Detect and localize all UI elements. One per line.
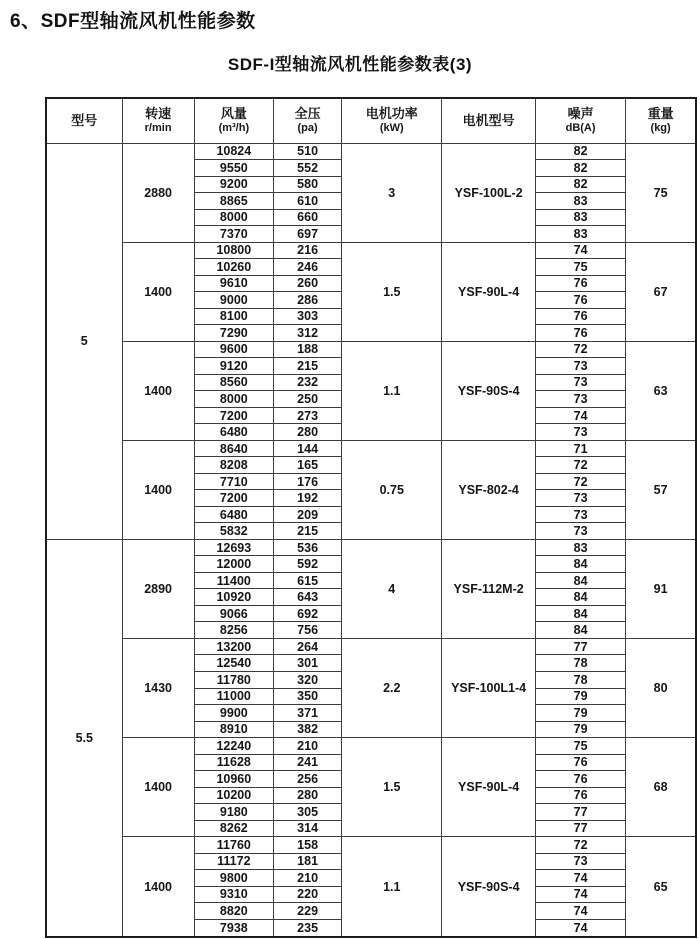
weight-cell: 63: [626, 341, 696, 440]
flow-cell: 8100: [194, 308, 273, 325]
pressure-cell: 215: [273, 523, 341, 540]
flow-cell: 9180: [194, 804, 273, 821]
flow-cell: 6480: [194, 424, 273, 441]
header-airflow: [194, 98, 273, 143]
noise-cell: 74: [535, 870, 625, 887]
flow-cell: 8820: [194, 903, 273, 920]
pressure-cell: 697: [273, 226, 341, 243]
flow-cell: 9120: [194, 358, 273, 375]
weight-cell: 80: [626, 638, 696, 737]
noise-cell: 83: [535, 193, 625, 210]
flow-cell: 8910: [194, 721, 273, 738]
noise-cell: 79: [535, 721, 625, 738]
pressure-cell: 280: [273, 787, 341, 804]
weight-cell: 67: [626, 242, 696, 341]
speed-cell: 1400: [122, 440, 194, 539]
pressure-cell: 580: [273, 176, 341, 193]
flow-cell: 11760: [194, 837, 273, 854]
pressure-cell: 220: [273, 886, 341, 903]
flow-cell: 9600: [194, 341, 273, 358]
noise-cell: 83: [535, 539, 625, 556]
flow-cell: 12000: [194, 556, 273, 573]
noise-cell: 83: [535, 226, 625, 243]
pressure-cell: 303: [273, 308, 341, 325]
header-weight: [626, 98, 696, 143]
flow-cell: 7200: [194, 407, 273, 424]
flow-cell: 7938: [194, 919, 273, 937]
pressure-cell: 215: [273, 358, 341, 375]
noise-cell: 73: [535, 523, 625, 540]
noise-cell: 77: [535, 804, 625, 821]
pressure-cell: 188: [273, 341, 341, 358]
pressure-cell: 280: [273, 424, 341, 441]
header-model-label: 型号: [71, 112, 98, 128]
weight-cell: 75: [626, 143, 696, 242]
noise-cell: 71: [535, 440, 625, 457]
flow-cell: 10800: [194, 242, 273, 259]
motor-cell: YSF-100L-2: [442, 143, 536, 242]
speed-cell: 2890: [122, 539, 194, 638]
noise-cell: 73: [535, 424, 625, 441]
power-cell: 1.1: [342, 341, 442, 440]
flow-cell: 13200: [194, 638, 273, 655]
noise-cell: 74: [535, 903, 625, 920]
header-pressure: [273, 98, 341, 143]
page-title: 6、SDF型轴流风机性能参数: [10, 11, 256, 32]
noise-cell: 82: [535, 143, 625, 160]
speed-cell: 1400: [122, 738, 194, 837]
header-row: [46, 98, 696, 143]
flow-cell: 6480: [194, 506, 273, 523]
flow-cell: 10920: [194, 589, 273, 606]
pressure-cell: 165: [273, 457, 341, 474]
pressure-cell: 286: [273, 292, 341, 309]
pressure-cell: 643: [273, 589, 341, 606]
flow-cell: 8208: [194, 457, 273, 474]
flow-cell: 10200: [194, 787, 273, 804]
pressure-cell: 210: [273, 738, 341, 755]
noise-cell: 83: [535, 209, 625, 226]
noise-cell: 79: [535, 705, 625, 722]
flow-cell: 5832: [194, 523, 273, 540]
flow-cell: 9000: [194, 292, 273, 309]
noise-cell: 73: [535, 391, 625, 408]
table-row: [46, 837, 696, 854]
pressure-cell: 592: [273, 556, 341, 573]
flow-cell: 8000: [194, 209, 273, 226]
noise-cell: 76: [535, 754, 625, 771]
pressure-cell: 320: [273, 672, 341, 689]
table-title: SDF-I型轴流风机性能参数表(3): [227, 55, 473, 74]
pressure-cell: 216: [273, 242, 341, 259]
noise-cell: 75: [535, 738, 625, 755]
flow-cell: 11172: [194, 853, 273, 870]
pressure-cell: 371: [273, 705, 341, 722]
pressure-cell: 615: [273, 572, 341, 589]
speed-cell: 1400: [122, 242, 194, 341]
flow-cell: 10824: [194, 143, 273, 160]
noise-cell: 74: [535, 242, 625, 259]
flow-cell: 9200: [194, 176, 273, 193]
flow-cell: 8262: [194, 820, 273, 837]
header-speed-unit: r/min: [144, 122, 172, 134]
header-noise: [535, 98, 625, 143]
table-row: [46, 341, 696, 358]
noise-cell: 73: [535, 490, 625, 507]
flow-cell: 8865: [194, 193, 273, 210]
noise-cell: 73: [535, 506, 625, 523]
noise-cell: 76: [535, 308, 625, 325]
header-speed: [122, 98, 194, 143]
pressure-cell: 250: [273, 391, 341, 408]
pressure-cell: 246: [273, 259, 341, 276]
pressure-cell: 176: [273, 473, 341, 490]
noise-cell: 72: [535, 837, 625, 854]
header-pressure-label: 全压: [294, 105, 321, 121]
flow-cell: 7290: [194, 325, 273, 342]
pressure-cell: 144: [273, 440, 341, 457]
header-model: [46, 98, 122, 143]
motor-cell: YSF-90L-4: [442, 242, 536, 341]
power-cell: 3: [342, 143, 442, 242]
pressure-cell: 192: [273, 490, 341, 507]
motor-cell: YSF-802-4: [442, 440, 536, 539]
pressure-cell: 181: [273, 853, 341, 870]
noise-cell: 78: [535, 672, 625, 689]
header-pressure-unit: (pa): [297, 122, 318, 134]
flow-cell: 8560: [194, 374, 273, 391]
header-motor-power: [342, 98, 442, 143]
power-cell: 2.2: [342, 638, 442, 737]
flow-cell: 7370: [194, 226, 273, 243]
noise-cell: 75: [535, 259, 625, 276]
power-cell: 1.5: [342, 738, 442, 837]
pressure-cell: 610: [273, 193, 341, 210]
pressure-cell: 260: [273, 275, 341, 292]
fan-performance-table: [45, 97, 697, 938]
flow-cell: 12240: [194, 738, 273, 755]
table-row: [46, 143, 696, 160]
noise-cell: 76: [535, 325, 625, 342]
flow-cell: 8256: [194, 622, 273, 639]
flow-cell: 11780: [194, 672, 273, 689]
table-row: [46, 738, 696, 755]
noise-cell: 73: [535, 358, 625, 375]
noise-cell: 74: [535, 886, 625, 903]
model-cell: 5: [46, 143, 122, 539]
noise-cell: 72: [535, 473, 625, 490]
noise-cell: 76: [535, 292, 625, 309]
pressure-cell: 552: [273, 160, 341, 177]
flow-cell: 8000: [194, 391, 273, 408]
noise-cell: 76: [535, 787, 625, 804]
header-noise-unit: dB(A): [565, 122, 596, 134]
table-row: [46, 242, 696, 259]
pressure-cell: 209: [273, 506, 341, 523]
noise-cell: 76: [535, 275, 625, 292]
pressure-cell: 241: [273, 754, 341, 771]
flow-cell: 11400: [194, 572, 273, 589]
header-weight-unit: (kg): [650, 122, 671, 134]
noise-cell: 73: [535, 374, 625, 391]
noise-cell: 74: [535, 407, 625, 424]
header-airflow-label: 风量: [220, 105, 247, 121]
flow-cell: 10260: [194, 259, 273, 276]
weight-cell: 65: [626, 837, 696, 937]
pressure-cell: 235: [273, 919, 341, 937]
noise-cell: 82: [535, 176, 625, 193]
motor-cell: YSF-100L1-4: [442, 638, 536, 737]
flow-cell: 11000: [194, 688, 273, 705]
header-motor-power-unit: (kW): [379, 122, 404, 134]
speed-cell: 1400: [122, 341, 194, 440]
table-row: [46, 638, 696, 655]
pressure-cell: 536: [273, 539, 341, 556]
weight-cell: 91: [626, 539, 696, 638]
flow-cell: 9900: [194, 705, 273, 722]
noise-cell: 84: [535, 556, 625, 573]
flow-cell: 9800: [194, 870, 273, 887]
noise-cell: 84: [535, 622, 625, 639]
pressure-cell: 264: [273, 638, 341, 655]
header-airflow-unit: (m³/h): [218, 122, 250, 134]
noise-cell: 73: [535, 853, 625, 870]
flow-cell: 9310: [194, 886, 273, 903]
flow-cell: 9550: [194, 160, 273, 177]
flow-cell: 12540: [194, 655, 273, 672]
power-cell: 1.1: [342, 837, 442, 937]
power-cell: 4: [342, 539, 442, 638]
motor-cell: YSF-90S-4: [442, 837, 536, 937]
pressure-cell: 229: [273, 903, 341, 920]
pressure-cell: 382: [273, 721, 341, 738]
noise-cell: 74: [535, 919, 625, 937]
flow-cell: 10960: [194, 771, 273, 788]
pressure-cell: 158: [273, 837, 341, 854]
flow-cell: 7710: [194, 473, 273, 490]
noise-cell: 77: [535, 638, 625, 655]
header-motor-power-label: 电机功率: [365, 105, 418, 121]
table-row: [46, 440, 696, 457]
table-body: [46, 143, 696, 937]
motor-cell: YSF-90L-4: [442, 738, 536, 837]
pressure-cell: 510: [273, 143, 341, 160]
weight-cell: 57: [626, 440, 696, 539]
pressure-cell: 301: [273, 655, 341, 672]
pressure-cell: 305: [273, 804, 341, 821]
speed-cell: 1400: [122, 837, 194, 937]
noise-cell: 78: [535, 655, 625, 672]
header-motor-model: [442, 98, 536, 143]
noise-cell: 72: [535, 341, 625, 358]
noise-cell: 84: [535, 589, 625, 606]
speed-cell: 1430: [122, 638, 194, 737]
flow-cell: 9066: [194, 605, 273, 622]
weight-cell: 68: [626, 738, 696, 837]
power-cell: 0.75: [342, 440, 442, 539]
flow-cell: 11628: [194, 754, 273, 771]
pressure-cell: 273: [273, 407, 341, 424]
flow-cell: 9610: [194, 275, 273, 292]
flow-cell: 7200: [194, 490, 273, 507]
pressure-cell: 350: [273, 688, 341, 705]
noise-cell: 84: [535, 572, 625, 589]
noise-cell: 82: [535, 160, 625, 177]
power-cell: 1.5: [342, 242, 442, 341]
flow-cell: 8640: [194, 440, 273, 457]
speed-cell: 2880: [122, 143, 194, 242]
pressure-cell: 660: [273, 209, 341, 226]
pressure-cell: 312: [273, 325, 341, 342]
motor-cell: YSF-90S-4: [442, 341, 536, 440]
pressure-cell: 256: [273, 771, 341, 788]
header-noise-label: 噪声: [567, 105, 594, 121]
noise-cell: 77: [535, 820, 625, 837]
model-cell: 5.5: [46, 539, 122, 937]
pressure-cell: 314: [273, 820, 341, 837]
table-row: [46, 539, 696, 556]
noise-cell: 76: [535, 771, 625, 788]
noise-cell: 84: [535, 605, 625, 622]
motor-cell: YSF-112M-2: [442, 539, 536, 638]
flow-cell: 12693: [194, 539, 273, 556]
pressure-cell: 756: [273, 622, 341, 639]
pressure-cell: 692: [273, 605, 341, 622]
noise-cell: 79: [535, 688, 625, 705]
header-weight-label: 重量: [647, 105, 674, 121]
header-motor-model-label: 电机型号: [462, 112, 515, 128]
pressure-cell: 232: [273, 374, 341, 391]
noise-cell: 72: [535, 457, 625, 474]
header-speed-label: 转速: [145, 105, 172, 121]
pressure-cell: 210: [273, 870, 341, 887]
